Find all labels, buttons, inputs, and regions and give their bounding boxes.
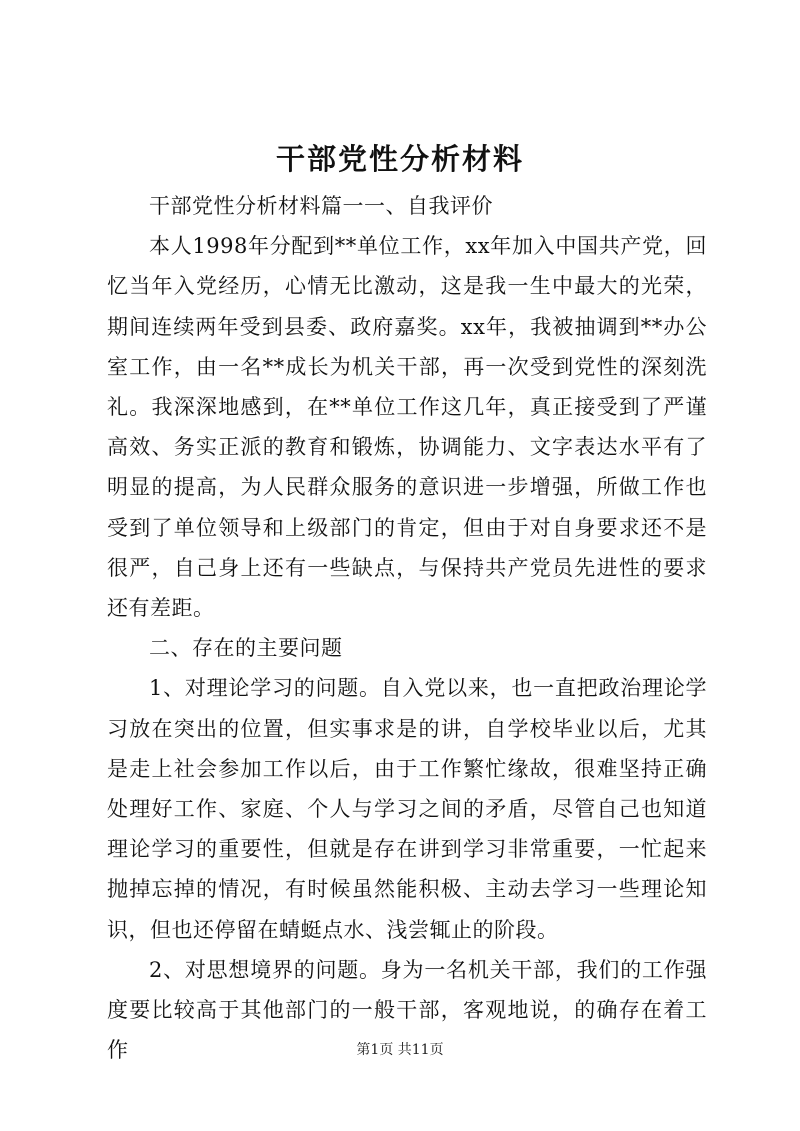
document-body [107, 186, 707, 1070]
paragraph-heading-self-evaluation: 干部党性分析材料篇一一、自我评价 [149, 194, 493, 218]
paragraph-ideological-realm: 2、对思想境界的问题。身为一名机关干部，我们的工作强度要比较高于其他部门的一般干部，客观地说，的确存在着工作 [107, 957, 707, 1063]
document-title: 干部党性分析材料 [275, 142, 524, 176]
page-footer: 第1页 共11页 [356, 1042, 444, 1058]
paragraph-self-evaluation: 本人1998年分配到**单位工作，xx年加入中国共产党，回忆当年入党经历，心情无比激动，这是我一生中最大的光荣，期间连续两年受到县委、政府嘉奖。xx年，我被抽调到**办公室工作，由一名**成长为机关干部，再一次受到党性的深刻洗礼。我深深地感到，在**单位工作这几年，真正接受到了严谨高效、务实正派的教育和锻炼，协调能力、文字表达水平有了明显的提高，为人民群众服务的意识进一步增强，所做工作也受到了单位领导和上级部门的肯定，但由于对自身要求还不是很严，自己身上还有一些缺点，与保持共产党员先进性的要求还有差距。 [107, 234, 707, 621]
paragraph-theory-study: 1、对理论学习的问题。自入党以来，也一直把政治理论学习放在突出的位置，但实事求是的讲，自学校毕业以后，尤其是走上社会参加工作以后，由于工作繁忙缘故，很难坚持正确处理好工作、家庭、个人与学习之间的矛盾，尽管自己也知道理论学习的重要性，但就是存在讲到学习非常重要，一忙起来抛掉忘掉的情况，有时候虽然能积极、主动去学习一些理论知识，但也还停留在蜻蜓点水、浅尝辄止的阶段。 [107, 676, 707, 942]
paragraph-heading-main-problems: 二、存在的主要问题 [149, 636, 343, 661]
